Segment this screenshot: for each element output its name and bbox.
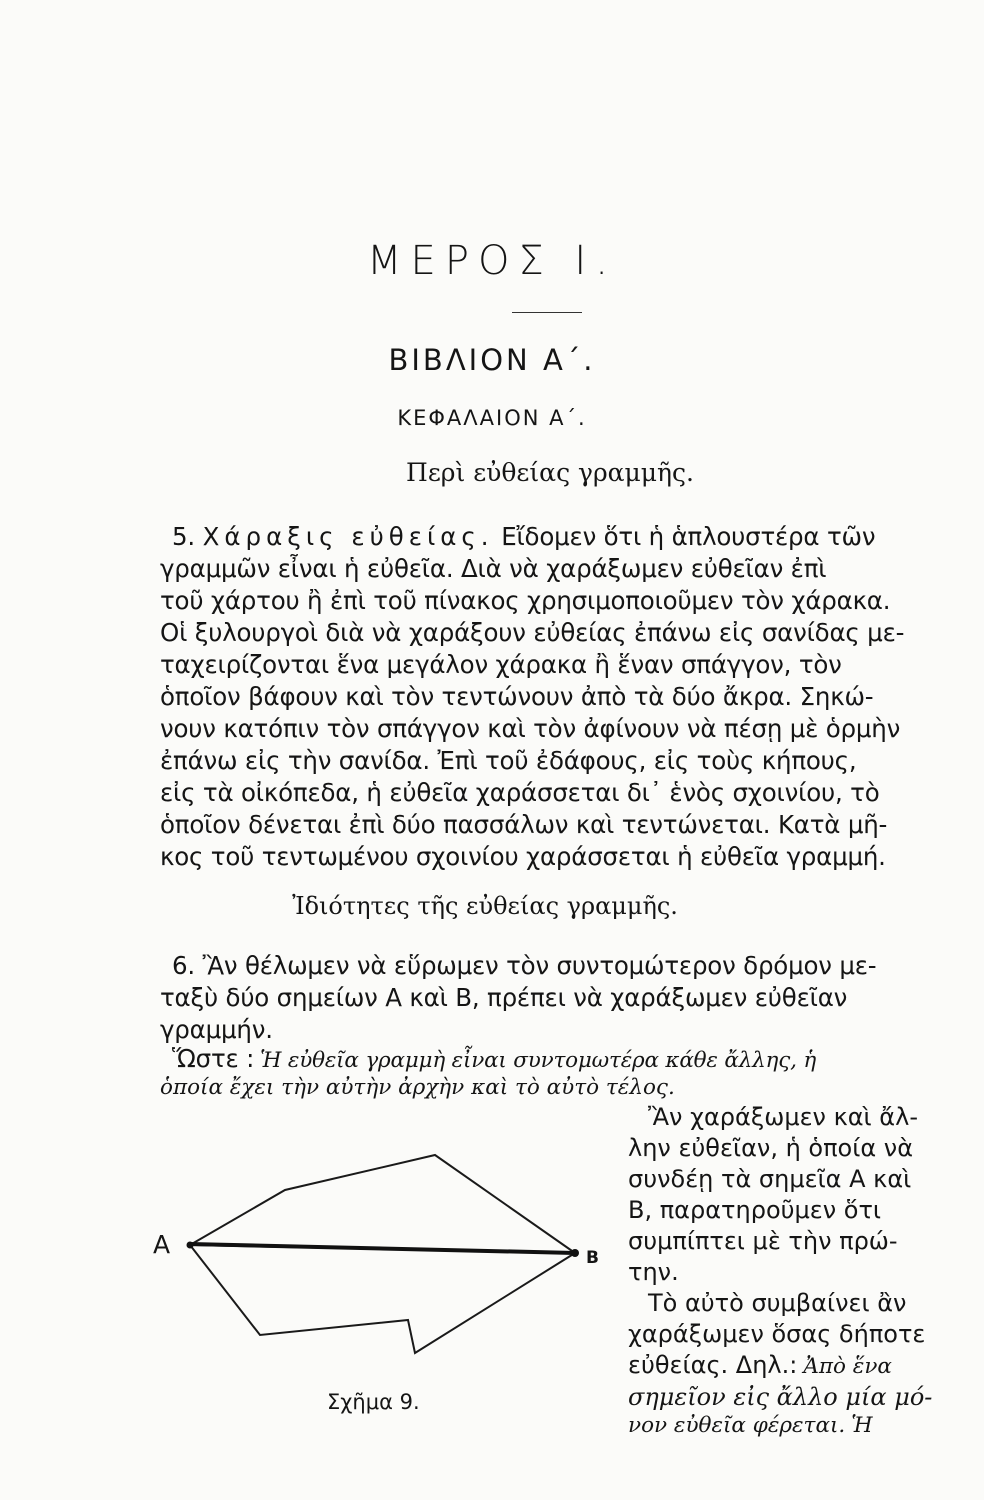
figure-9-diagram bbox=[150, 1125, 610, 1395]
para5-text: Εἴδομεν ὅτι ἡ ἁπλουστέρα τῶν bbox=[501, 522, 876, 551]
para5-heading: Χάραξις εὐθείας. bbox=[202, 522, 494, 551]
theorem-line-2: ὁποία ἔχει τὴν αὐτὴν ἀρχὴν καὶ τὸ αὐτὸ τέλος. bbox=[160, 1075, 675, 1100]
chapter-title: ΚΕΦΑΛΑΙΟΝ Α΄. bbox=[397, 406, 587, 430]
theorem-lead: Ὥστε : bbox=[172, 1044, 255, 1073]
para5-line-3: τοῦ χάρτου ἢ ἐπὶ τοῦ πίνακος χρησιμοποιοῦμεν τὸν χάρακα. bbox=[160, 586, 891, 615]
side-line-5: συμπίπτει μὲ τὴν πρώ- bbox=[628, 1227, 898, 1255]
para6-line-3: γραμμήν. bbox=[160, 1015, 273, 1044]
para6-line-1 bbox=[172, 951, 876, 980]
section-title-properties: Ἰδιότητες τῆς εὐθείας γραμμῆς. bbox=[292, 892, 678, 920]
para5-line-4: Οἱ ξυλουργοὶ διὰ νὰ χαράξουν εὐθείας ἐπάνω εἰς σανίδας με- bbox=[160, 618, 905, 647]
side-italic-3: νον εὐθεῖα φέρεται. bbox=[628, 1413, 846, 1438]
para5-line-10: ὁποῖον δένεται ἐπὶ δύο πασσάλων καὶ τεντώνεται. Κατὰ μῆ- bbox=[160, 810, 888, 839]
side-line-9 bbox=[628, 1351, 892, 1380]
side-text-dil: εὐθείας. Δηλ.: bbox=[628, 1351, 798, 1379]
para5-line-7: νουν κατόπιν τὸν σπάγγον καὶ τὸν ἀφίνουν νὰ πέσῃ μὲ ὁρμὴν bbox=[160, 714, 901, 743]
theorem-line-1 bbox=[172, 1044, 816, 1074]
section-title-straight-line: Περὶ εὐθείας γραμμῆς. bbox=[406, 458, 694, 487]
lower-path bbox=[190, 1245, 575, 1353]
side-line-2: λην εὐθεῖαν, ἡ ὁποία νὰ bbox=[628, 1134, 914, 1162]
figure-caption: Σχῆμα 9. bbox=[327, 1390, 420, 1414]
side-italic-2: σημεῖον εἰς ἄλλο μία μό- bbox=[628, 1383, 933, 1411]
part-title: ΜΕΡΟΣ Ι. bbox=[367, 238, 617, 284]
para6-line-2: ταξὺ δύο σημείων Α καὶ Β, πρέπει νὰ χαράξωμεν εὐθεῖαν bbox=[160, 983, 848, 1012]
para6-number: 6. bbox=[172, 951, 195, 980]
point-b-label: Β bbox=[586, 1248, 599, 1268]
upper-path bbox=[190, 1155, 575, 1253]
para6-text: Ἂν θέλωμεν νὰ εὕρωμεν τὸν συντομώτερον δρόμον με- bbox=[202, 951, 877, 980]
point-a-marker bbox=[187, 1242, 194, 1249]
point-b-marker bbox=[571, 1249, 579, 1257]
side-trailing: Ἡ bbox=[851, 1413, 873, 1438]
theorem-text-1: Ἡ εὐθεῖα γραμμὴ εἶναι συντομωτέρα κάθε ἄλλης, ἡ bbox=[260, 1048, 817, 1073]
para5-line-8: ἐπάνω εἰς τὴν σανίδα. Ἐπὶ τοῦ ἐδάφους, εἰς τοὺς κήπους, bbox=[160, 746, 857, 775]
book-title: ΒΙΒΛΙΟΝ Α΄. bbox=[388, 343, 596, 377]
side-line-7: Τὸ αὐτὸ συμβαίνει ἂν bbox=[648, 1289, 907, 1317]
side-line-11 bbox=[628, 1412, 873, 1439]
straight-segment-ab bbox=[190, 1244, 575, 1253]
side-line-4: Β, παρατηροῦμεν ὅτι bbox=[628, 1196, 882, 1224]
para5-line-9: εἰς τὰ οἰκόπεδα, ἡ εὐθεῖα χαράσσεται δι᾿ ἑνὸς σχοινίου, τὸ bbox=[160, 778, 880, 807]
para5-line-2: γραμμῶν εἶναι ἡ εὐθεῖα. Διὰ νὰ χαράξωμεν εὐθεῖαν ἐπὶ bbox=[160, 554, 827, 583]
para5-line-5: ταχειρίζονται ἕνα μεγάλον χάρακα ἢ ἕναν σπάγγον, τὸν bbox=[160, 650, 842, 679]
side-line-3: συνδέῃ τὰ σημεῖα Α καὶ bbox=[628, 1165, 912, 1193]
side-line-6: την. bbox=[628, 1258, 679, 1286]
para5-line-11: κος τοῦ τεντωμένου σχοινίου χαράσσεται ἡ εὐθεῖα γραμμή. bbox=[160, 842, 886, 871]
side-line-1: Ἂν χαράξωμεν καὶ ἄλ- bbox=[648, 1103, 918, 1131]
para5-number: 5. bbox=[172, 522, 195, 551]
side-italic-1: Ἀπὸ ἕνα bbox=[803, 1354, 892, 1379]
side-line-8: χαράξωμεν ὅσας δήποτε bbox=[628, 1320, 926, 1348]
para5-line-6: ὁποῖον βάφουν καὶ τὸν τεντώνουν ἀπὸ τὰ δύο ἄκρα. Σηκώ- bbox=[160, 682, 874, 711]
title-divider bbox=[512, 312, 582, 313]
point-a-label: Α bbox=[153, 1230, 171, 1259]
para5-line-1 bbox=[172, 522, 875, 551]
